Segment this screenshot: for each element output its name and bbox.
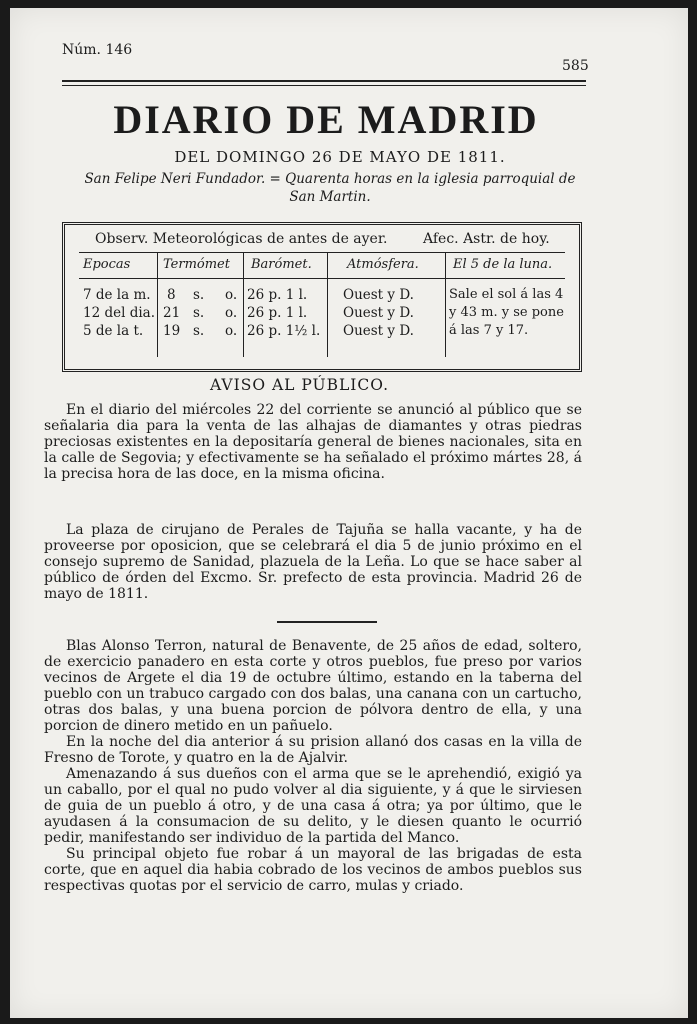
barometer: 26 p. 1 l. bbox=[247, 287, 308, 303]
epoca: 7 de la m. bbox=[83, 287, 151, 303]
astro-line: Sale el sol á las 4 bbox=[449, 287, 564, 302]
issue-number: Núm. 146 bbox=[62, 42, 133, 58]
col-barometro: Barómet. bbox=[251, 257, 312, 272]
subheader-rule bbox=[79, 278, 565, 279]
article-body bbox=[44, 638, 582, 894]
article-paragraph: En la noche del dia anterior á su prision allanó dos casas en la villa de Fresno de Torote, y quatro en la de Ajalvir. bbox=[44, 734, 582, 766]
col-divider bbox=[445, 253, 446, 357]
newspaper-page bbox=[10, 8, 688, 1018]
dateline: DEL DOMINGO 26 DE MAYO DE 1811. bbox=[174, 148, 506, 166]
col-luna: El 5 de la luna. bbox=[453, 257, 553, 272]
astro-title: Afec. Astr. de hoy. bbox=[423, 231, 550, 247]
weather-title: Observ. Meteorológicas de antes de ayer. bbox=[95, 231, 388, 247]
temp-s: s. bbox=[193, 287, 205, 303]
article-paragraph: Blas Alonso Terron, natural de Benavente, de 25 años de edad, soltero, de exercicio panadero en esta corte y otros pueblos, fue preso por varios vecinos de Argete el dia 19 de octubre último, estando en la taberna del pueblo con un trabuco cargado con dos balas, una canana con un cartucho, otras dos balas, y una buena porcion de pólvora dentro de ella, y una porcion de dinero metido en un pañuelo. bbox=[44, 638, 582, 734]
astro-line: á las 7 y 17. bbox=[449, 323, 529, 338]
notice-paragraph: En el diario del miércoles 22 del corriente se anunció al público que se señalaria dia para la venta de las alhajas de diamantes y otras piedras preciosas existentes en la depositaría general de bienes nacionales, sita en la calle de Segovia; y efectivamente se ha señalado el próximo mártes 28, á la precisa hora de las doce, en la misma oficina. bbox=[44, 402, 582, 482]
temperature: 8 bbox=[167, 287, 176, 303]
saints-of-day: San Felipe Neri Fundador. = Quarenta horas en la iglesia parroquial de San Martin. bbox=[84, 171, 576, 205]
barometer: 26 p. 1 l. bbox=[247, 305, 308, 321]
page-number: 585 bbox=[562, 58, 589, 74]
col-divider bbox=[327, 253, 328, 357]
epoca: 5 de la t. bbox=[83, 323, 144, 339]
masthead-title: DIARIO DE MADRID bbox=[113, 97, 539, 142]
article-paragraph: Amenazando á sus dueños con el arma que se le aprehendió, exigió ya un caballo, por el qual no pudo volver al dia siguiente, y á que le sirviesen de guia de un pueblo á otro, y de una casa á otra; ya por último, que le ayudasen á la consumacion de su delito, y le diesen quanto le ocurrió pedir, manifestando ser individuo de la partida del Manco. bbox=[44, 766, 582, 846]
temperature: 19 bbox=[163, 323, 181, 339]
astro-line: y 43 m. y se pone bbox=[449, 305, 564, 320]
col-termometro: Termómet bbox=[163, 257, 230, 272]
header-rule bbox=[79, 252, 565, 253]
temp-o: o. bbox=[225, 323, 238, 339]
atmosphere: Ouest y D. bbox=[343, 323, 414, 339]
top-rule bbox=[62, 80, 586, 82]
notice-paragraph: La plaza de cirujano de Perales de Tajuña se halla vacante, y ha de proveerse por oposicion, que se celebrará el dia 5 de junio próximo en el consejo supremo de Sanidad, plazuela de la Leña. Lo que se hace saber al público de órden del Excmo. Sr. prefecto de esta provincia. Madrid 26 de mayo de 1811. bbox=[44, 522, 582, 602]
temp-s: s. bbox=[193, 305, 205, 321]
barometer: 26 p. 1½ l. bbox=[247, 323, 321, 339]
notice-heading: AVISO AL PÚBLICO. bbox=[210, 376, 390, 394]
temp-o: o. bbox=[225, 287, 238, 303]
temp-s: s. bbox=[193, 323, 205, 339]
col-epocas: Epocas bbox=[83, 257, 131, 272]
notice-body bbox=[44, 522, 582, 602]
section-separator bbox=[277, 621, 377, 623]
top-rule-thin bbox=[62, 85, 586, 86]
notice-body bbox=[44, 402, 582, 482]
epoca: 12 del dia. bbox=[83, 305, 156, 321]
temp-o: o. bbox=[225, 305, 238, 321]
article-paragraph: Su principal objeto fue robar á un mayoral de las brigadas de esta corte, que en aquel dia habia cobrado de los vecinos de ambos pueblos sus respectivas quotas por el servicio de carro, mulas y criado. bbox=[44, 846, 582, 894]
atmosphere: Ouest y D. bbox=[343, 287, 414, 303]
temperature: 21 bbox=[163, 305, 181, 321]
atmosphere: Ouest y D. bbox=[343, 305, 414, 321]
weather-table bbox=[62, 222, 582, 372]
col-atmosfera: Atmósfera. bbox=[347, 257, 419, 272]
col-divider bbox=[157, 253, 158, 357]
col-divider bbox=[243, 253, 244, 357]
